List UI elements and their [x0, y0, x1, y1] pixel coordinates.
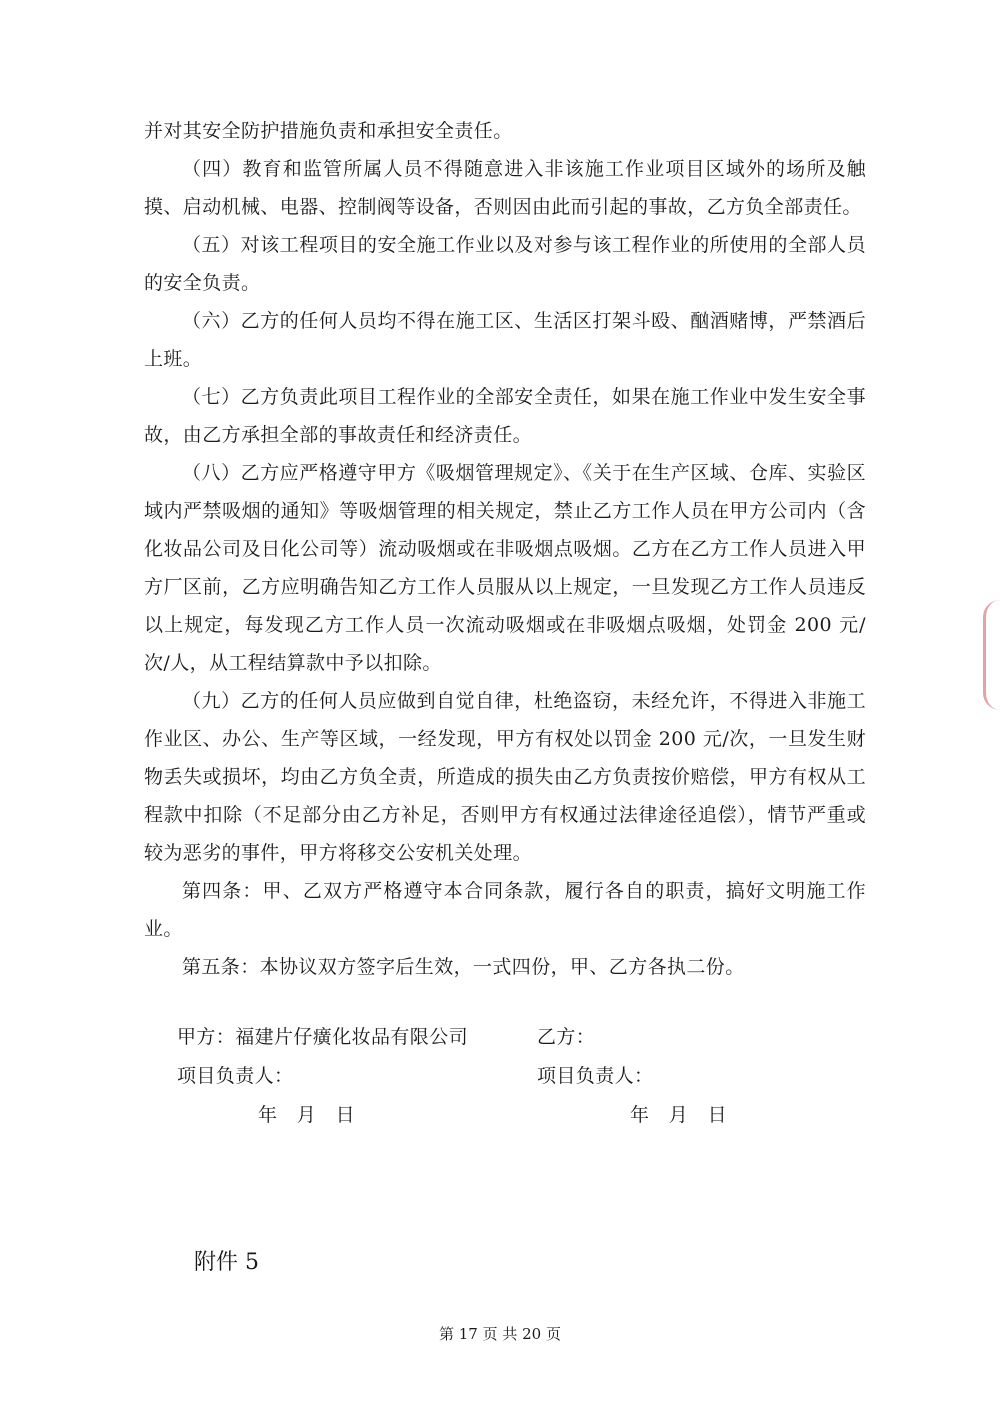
responsible-b-label: 项目负责人：	[537, 1065, 654, 1087]
page-footer: 第 17 页 共 20 页	[438, 1325, 561, 1343]
party-a-label: 甲方：福建片仔癀化妆品有限公司	[177, 1026, 469, 1048]
clause-4: （四）教育和监管所属人员不得随意进入非该施工作业项目区域外的场所及触摸、启动机械、电器、控制阀等设备，否则因由此而引起的事故，乙方负全部责任。	[144, 158, 866, 218]
paragraph-1: 并对其安全防护措施负责和承担安全责任。	[144, 120, 513, 142]
responsible-a-label: 项目负责人：	[177, 1065, 294, 1087]
annex-label: 附件 5	[194, 1250, 259, 1275]
date-b: 年 月 日	[630, 1104, 728, 1126]
date-a: 年 月 日	[258, 1104, 356, 1126]
clause-6: （六）乙方的任何人员均不得在施工区、生活区打架斗殴、酗酒赌博，严禁酒后上班。	[144, 310, 866, 370]
clause-5: （五）对该工程项目的安全施工作业以及对参与该工程作业的所使用的全部人员的安全负责。	[144, 234, 866, 294]
clause-8: （八）乙方应严格遵守甲方《吸烟管理规定》、《关于在生产区域、仓库、实验区域内严禁吸烟的通知》等吸烟管理的相关规定，禁止乙方工作人员在甲方公司内（含化妆品公司及日化公司等）流动吸烟或在非吸烟点吸烟。乙方在乙方工作人员进入甲方厂区前，乙方应明确告知乙方工作人员服从以上规定，一旦发现乙方工作人员违反以上规定，每发现乙方工作人员一次流动吸烟或在非吸烟点吸烟，处罚金 200 元/次/人，从工程结算款中予以扣除。	[144, 462, 866, 674]
stamp-edge-icon	[983, 600, 1000, 710]
clause-7: （七）乙方负责此项目工程作业的全部安全责任，如果在施工作业中发生安全事故，由乙方承担全部的事故责任和经济责任。	[144, 386, 866, 446]
party-b-label: 乙方：	[537, 1026, 596, 1048]
contract-body	[144, 112, 866, 986]
article-4: 第四条：甲、乙双方严格遵守本合同条款，履行各自的职责，搞好文明施工作业。	[144, 880, 866, 940]
clause-9: （九）乙方的任何人员应做到自觉自律，杜绝盗窃，未经允许，不得进入非施工作业区、办公、生产等区域，一经发现，甲方有权处以罚金 200 元/次，一旦发生财物丢失或损坏，均由乙方负全责，所造成的损失由乙方负责按价赔偿，甲方有权从工程款中扣除（不足部分由乙方补足，否则甲方有权通过法律途径追偿），情节严重或较为恶劣的事件，甲方将移交公安机关处理。	[144, 690, 866, 864]
article-5: 第五条：本协议双方签字后生效，一式四份，甲、乙方各执二份。	[182, 956, 745, 978]
